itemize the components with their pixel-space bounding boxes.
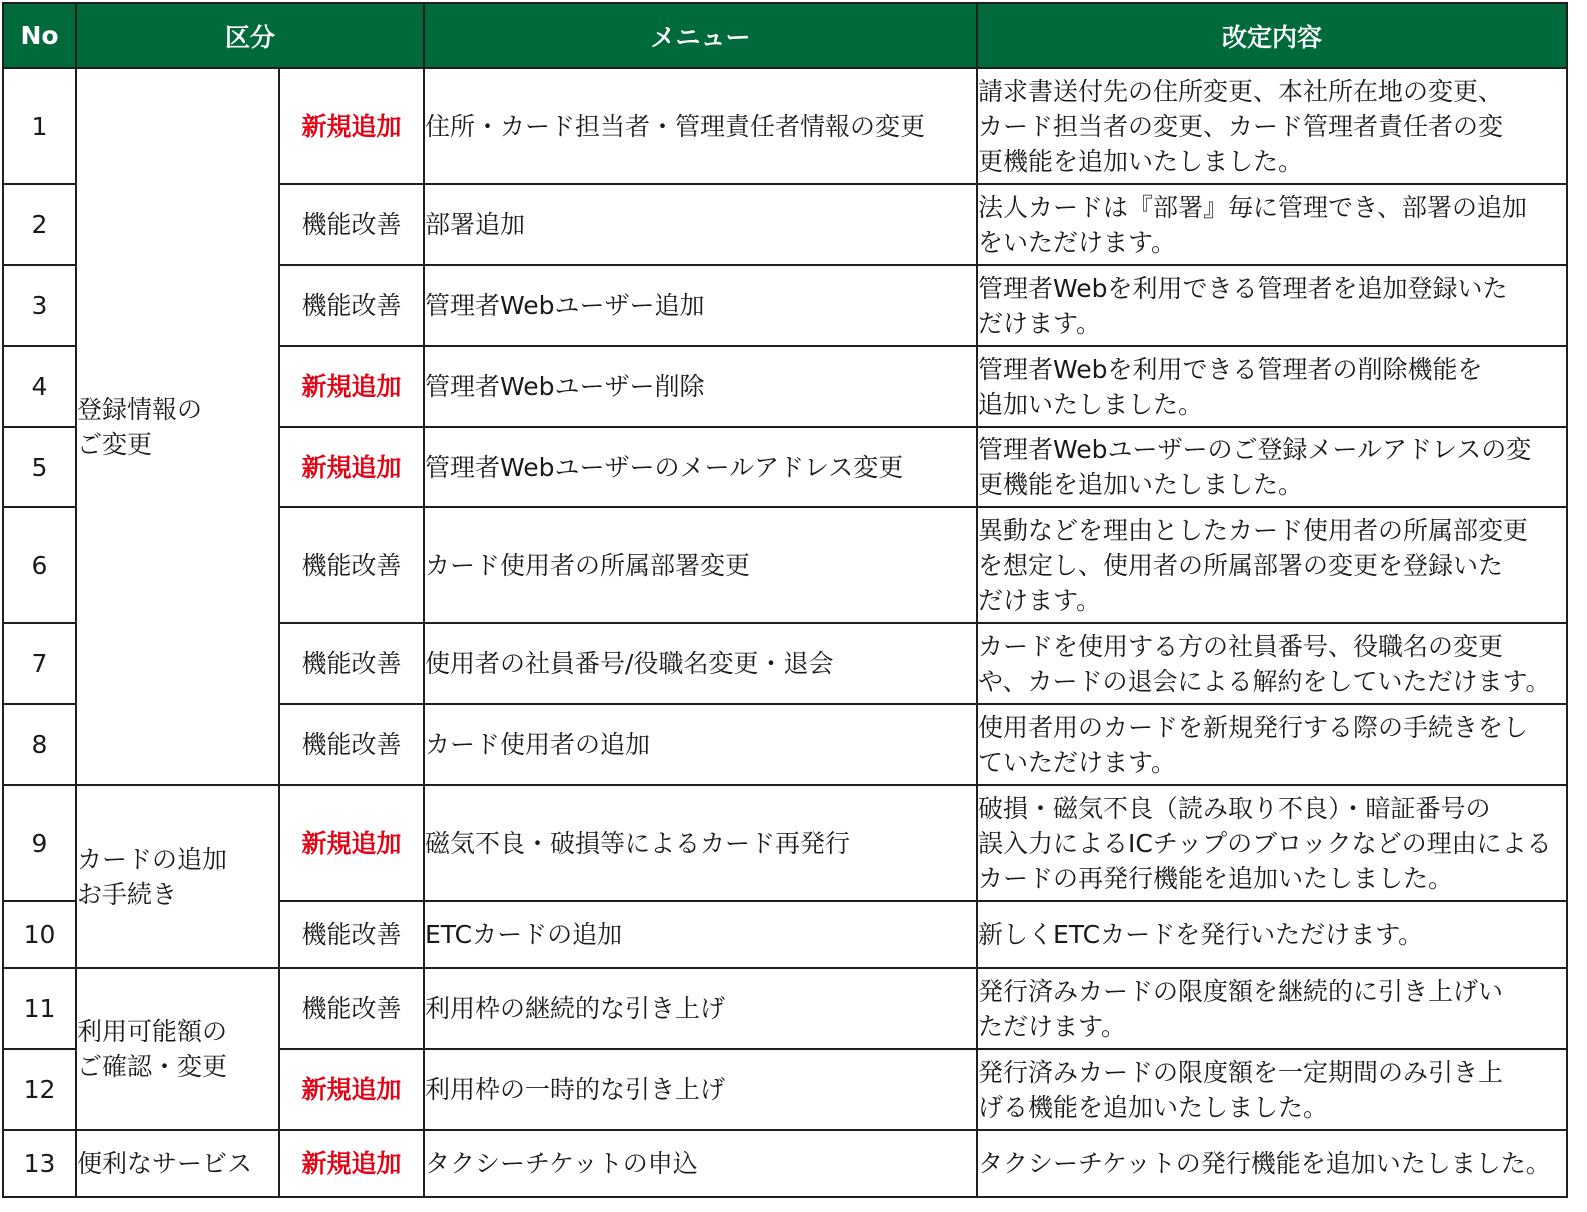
revision-details-line: 追加いたしました。	[978, 389, 1204, 419]
revision-details-line: や、カードの退会による解約をしていただけます。	[978, 666, 1551, 696]
new-feature-badge: 新規追加	[279, 785, 424, 901]
menu-name: タクシーチケットの申込	[424, 1130, 977, 1197]
revision-details-line: だけます。	[978, 308, 1102, 338]
menu-name: 使用者の社員番号/役職名変更・退会	[424, 623, 977, 704]
header-details: 改定内容	[977, 3, 1567, 68]
revision-details	[977, 968, 1567, 1049]
category-cell	[76, 1130, 279, 1197]
revision-details-line: 新しくETCカードを発行いただけます。	[978, 920, 1424, 949]
revision-details-line: を想定し、使用者の所属部署の変更を登録いた	[978, 550, 1504, 580]
revision-details	[977, 704, 1567, 785]
revision-details	[977, 1049, 1567, 1130]
menu-name: 管理者Webユーザーのメールアドレス変更	[424, 427, 977, 507]
menu-name: カード使用者の追加	[424, 704, 977, 785]
category-label-line: ご変更	[77, 429, 153, 459]
row-number: 10	[3, 901, 76, 968]
category-label-line: ご確認・変更	[77, 1052, 228, 1081]
revision-details-line: だけます。	[978, 585, 1102, 615]
menu-name: 住所・カード担当者・管理責任者情報の変更	[424, 68, 977, 184]
revision-details	[977, 1130, 1567, 1197]
menu-name: 利用枠の継続的な引き上げ	[424, 968, 977, 1049]
revision-details-line: 管理者Webを利用できる管理者を追加登録いた	[978, 273, 1508, 303]
category-label-line: お手続き	[77, 879, 178, 909]
row-number: 13	[3, 1130, 76, 1197]
revision-details-line: 請求書送付先の住所変更、本社所在地の変更、	[978, 76, 1504, 106]
new-feature-badge: 新規追加	[279, 427, 424, 507]
table-row	[3, 1130, 1567, 1197]
row-number: 12	[3, 1049, 76, 1130]
revision-details	[977, 507, 1567, 623]
row-number: 7	[3, 623, 76, 704]
revision-details-line: げる機能を追加いたしました。	[978, 1092, 1329, 1122]
header-row	[3, 3, 1567, 68]
header-menu: メニュー	[424, 3, 977, 68]
revision-details	[977, 785, 1567, 901]
row-number: 8	[3, 704, 76, 785]
category-label-line: 登録情報の	[77, 394, 203, 424]
revision-details-line: 誤入力によるICチップのブロックなどの理由による	[978, 828, 1552, 858]
improvement-badge: 機能改善	[279, 265, 424, 346]
table-body	[3, 68, 1567, 1197]
revision-details-line: 管理者Webユーザーのご登録メールアドレスの変	[978, 435, 1532, 464]
menu-name: 管理者Webユーザー追加	[424, 265, 977, 346]
revision-details-line: タクシーチケットの発行機能を追加いたしました。	[978, 1149, 1551, 1178]
revision-details-line: 発行済みカードの限度額を一定期間のみ引き上	[978, 1057, 1504, 1087]
menu-name: 管理者Webユーザー削除	[424, 346, 977, 427]
revision-details-line: 法人カードは『部署』毎に管理でき、部署の追加	[978, 192, 1528, 222]
revision-details-line: ていただけます。	[978, 747, 1177, 777]
menu-name: 磁気不良・破損等によるカード再発行	[424, 785, 977, 901]
menu-name: カード使用者の所属部署変更	[424, 507, 977, 623]
category-label-line: 利用可能額の	[77, 1017, 228, 1046]
category-label-line: カードの追加	[77, 844, 228, 874]
category-label-line: 便利なサービス	[77, 1149, 253, 1178]
table-row	[3, 68, 1567, 184]
category-cell	[76, 68, 279, 785]
row-number: 6	[3, 507, 76, 623]
revision-details	[977, 427, 1567, 507]
table-row	[3, 968, 1567, 1049]
table-row	[3, 785, 1567, 901]
new-feature-badge: 新規追加	[279, 1130, 424, 1197]
row-number: 4	[3, 346, 76, 427]
revision-details	[977, 68, 1567, 184]
revision-details	[977, 346, 1567, 427]
revision-details-line: カードの再発行機能を追加いたしました。	[978, 863, 1454, 893]
revision-details-line: 異動などを理由としたカード使用者の所属部変更	[978, 515, 1529, 545]
row-number: 1	[3, 68, 76, 184]
menu-name: 部署追加	[424, 184, 977, 265]
row-number: 11	[3, 968, 76, 1049]
revision-details-line: 更機能を追加いたしました。	[978, 146, 1304, 176]
revision-details-line: 使用者用のカードを新規発行する際の手続きをし	[978, 712, 1529, 742]
improvement-badge: 機能改善	[279, 901, 424, 968]
row-number: 9	[3, 785, 76, 901]
revision-details-line: 管理者Webを利用できる管理者の削除機能を	[978, 354, 1483, 384]
header-no: No	[3, 3, 76, 68]
revision-details	[977, 184, 1567, 265]
feature-revision-table	[2, 2, 1568, 1198]
row-number: 2	[3, 184, 76, 265]
improvement-badge: 機能改善	[279, 507, 424, 623]
category-cell	[76, 785, 279, 968]
revision-details	[977, 623, 1567, 704]
revision-details-line: をいただけます。	[978, 227, 1177, 257]
new-feature-badge: 新規追加	[279, 1049, 424, 1130]
improvement-badge: 機能改善	[279, 184, 424, 265]
row-number: 5	[3, 427, 76, 507]
improvement-badge: 機能改善	[279, 623, 424, 704]
revision-details-line: 更機能を追加いたしました。	[978, 470, 1304, 499]
revision-details-line: カード担当者の変更、カード管理者責任者の変	[978, 111, 1504, 141]
new-feature-badge: 新規追加	[279, 68, 424, 184]
revision-details	[977, 901, 1567, 968]
header-category: 区分	[76, 3, 424, 68]
revision-details-line: カードを使用する方の社員番号、役職名の変更	[978, 631, 1504, 661]
improvement-badge: 機能改善	[279, 704, 424, 785]
category-cell	[76, 968, 279, 1130]
revision-details-line: 破損・磁気不良（読み取り不良）・暗証番号の	[978, 793, 1491, 823]
row-number: 3	[3, 265, 76, 346]
menu-name: 利用枠の一時的な引き上げ	[424, 1049, 977, 1130]
revision-details-line: 発行済みカードの限度額を継続的に引き上げい	[978, 976, 1504, 1006]
revision-details	[977, 265, 1567, 346]
revision-details-line: ただけます。	[978, 1011, 1127, 1041]
new-feature-badge: 新規追加	[279, 346, 424, 427]
menu-name: ETCカードの追加	[424, 901, 977, 968]
improvement-badge: 機能改善	[279, 968, 424, 1049]
